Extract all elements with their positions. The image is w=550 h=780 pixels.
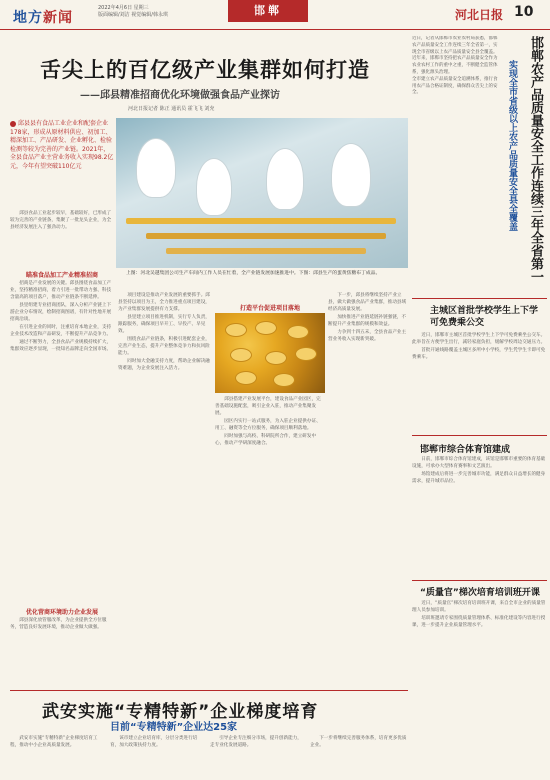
story4-headline: “质量官”梯次培育培训班开课 — [420, 588, 540, 598]
right-vertical-headline: 邯郸农产品质量安全工作连续三年全省第一 — [528, 36, 543, 283]
main-byline: 河北日报记者 陈正 通讯员 霍飞飞 刘充 — [128, 106, 215, 112]
right-vertical-subhead: 实现全市省级以上农产品质量安全县全覆盖 — [507, 60, 517, 231]
divider-line — [412, 580, 547, 581]
story2-headline: 主城区首批学校学生上下学可免费乘公交 — [430, 306, 539, 328]
story3-headline: 邯郸市综合体育馆建成 — [420, 445, 511, 455]
body-text-col1c: 邱县深化放管服改革，为企业提供全方位服务，营造良好发展环境，推动企业做大做强。 — [10, 618, 107, 630]
section-name-tab: 邯郸 — [228, 0, 308, 22]
intro-summary: 邱县县有食品工业企业和配套企业178家，形成从原材料供应、初加工、精深加工、产品研发、企业孵化、检验检测等较为完善的产业链。2021年，全县食品产业主营业务收入实现98.2亿元，今年有望突破110亿元 — [10, 120, 114, 170]
bottom-text-col1: 武安市实施“专精特新”企业梯度培育工程，推动中小企业高质量发展。 — [10, 736, 98, 748]
body-text-col4: 下一步，邱县将继续坚持产业立县，做大做强食品产业集群，推动县域经济高质量发展。 加快推进产业链延链补链强链，不断提升产业集群的规模和效益。 力争到十四五末，全县食品产业主营业务收入实现新突破。 — [328, 293, 407, 342]
factory-photo — [116, 118, 408, 268]
body-text-col2: 项目建设是推动产业发展的重要抓手。邱县坚持以项目为王，全力推进重点项目建设，为产业集群发展提供有力支撑。 县里建立项目推进机制，实行专人负责，跟踪服务，确保项目早开工、早投产、早见效。 围绕食品产业链条，积极引进配套企业，完善产业生态，提升产业整体竞争力和抗风险能力。 同时加大金融支持力度，帮助企业解决融资难题，为企业发展注入活力。 — [118, 293, 210, 371]
newspaper-logo: 河北日报 — [455, 8, 504, 22]
story3-text: 日前，邯郸市综合体育馆建成，该馆是邯郸市重要的体育基础设施，可承办大型体育赛事和文艺演出。 场馆建成后将进一步完善城市功能，满足群众日益增长的健身需求，提升城市品位。 — [412, 457, 546, 484]
issue-info — [98, 5, 208, 19]
bullet-dot-icon — [10, 121, 16, 127]
divider-line — [412, 435, 547, 436]
photo-caption: 上图：河北吴越集团公司生产车间内工作人员在忙着，全产业链发展加速推进中。下图：邱县生产的蛋黄焦糖布丁成品。 — [126, 271, 381, 276]
editor-line: 版面编辑/刘洁 视觉编辑/韩永琪 — [98, 12, 168, 18]
bottom-headline: 武安实施“专精特新”企业梯度培育 — [42, 702, 319, 722]
body-text-col1b: 招商是产业发展的关键。邱县围绕食品加工产业，坚持精准招商，着力引进一批带动力强、科技含量高的项目落户，推动产业链条不断延伸。 县里组建专业招商团队，深入分析产业链上下游企业分布情况，绘制招商图谱，有针对性地开展招商洽谈。 在引进企业的同时，注重培育本地企业，支持企业技术改造和产品研发，不断提升产品竞争力。 通过不断努力，全县食品产业规模持续扩大，集群效应逐步显现，一批知名品牌走向全国市场。 — [10, 281, 112, 352]
pudding-product-photo — [215, 313, 325, 393]
masthead — [0, 0, 550, 30]
bottom-divider — [10, 690, 408, 691]
body-text-col3: 邱县搭建产业发展平台，建设食品产业园区，完善基础设施配套，吸引企业入驻，推动产业集聚发展。 园区内实行一站式服务，为入驻企业提供办证、用工、融资等全方位服务，确保项目顺利落地。 同时加强与高校、科研院所合作，建立研发中心，推动产学研深度融合。 — [215, 397, 321, 446]
body-text-col1a: 邱县食品工业起步较早，基础较好，已形成了较为完善的产业链条，集聚了一批龙头企业，为全县经济发展注入了强劲动力。 — [10, 211, 112, 230]
story2-text: 近日，邯郸市主城区首批学校学生上下学可免费乘坐公交车。此举旨在方便学生出行，减轻家庭负担，缓解学校周边交通压力。 首批开通线路覆盖主城区多所中小学校，学生凭学生卡即可免费乘车。 — [412, 333, 546, 360]
right-story1-text: 近日，记者从邯郸市农业农村局获悉，邯郸农产品质量安全工作连续三年全省第一，实现全市省级以上农产品质量安全县全覆盖。 近年来，邯郸市坚持把农产品质量安全作为农业农村工作的重中之重，不断健全监管体系，强化源头治理。 全市建立农产品质量安全追溯体系，推行食用农产品合格证制度，确保群众舌尖上的安全。 — [412, 36, 498, 96]
page-number: 10 — [514, 4, 534, 20]
section3-title: 打造平台促进项目落地 — [239, 305, 300, 312]
bottom-text-col3: 引导企业专注细分市场，提升创新能力，走专业化发展道路。 — [210, 736, 302, 748]
issue-date: 2022年4月6日 星期三 — [98, 5, 149, 11]
bottom-subhead: 目前“专精特新”企业达25家 — [110, 722, 238, 733]
bottom-text-col2: 该市建立企业培育库，分层分类进行培育，加大政策扶持力度。 — [110, 736, 198, 748]
story4-text: 近日，“质量官”梯次培育培训班开课，来自全市企业的质量管理人员参加培训。 培训班邀请专家围绕质量管理体系、标准化建设等内容进行授课，进一步提升企业质量管理水平。 — [412, 601, 546, 628]
section-label: 地方新闻 — [13, 10, 73, 26]
main-subhead: ——邱县精准招商优化环境做强食品产业探访 — [80, 90, 280, 101]
bottom-text-col4: 下一步将继续完善服务体系，培育更多优质企业。 — [310, 736, 407, 748]
section1-title: 瞄准食品加工产业精准招商 — [25, 272, 98, 279]
main-headline: 舌尖上的百亿级产业集群如何打造 — [40, 58, 370, 82]
section2-title: 优化营商环境助力企业发展 — [25, 609, 98, 616]
divider-line — [412, 298, 547, 299]
